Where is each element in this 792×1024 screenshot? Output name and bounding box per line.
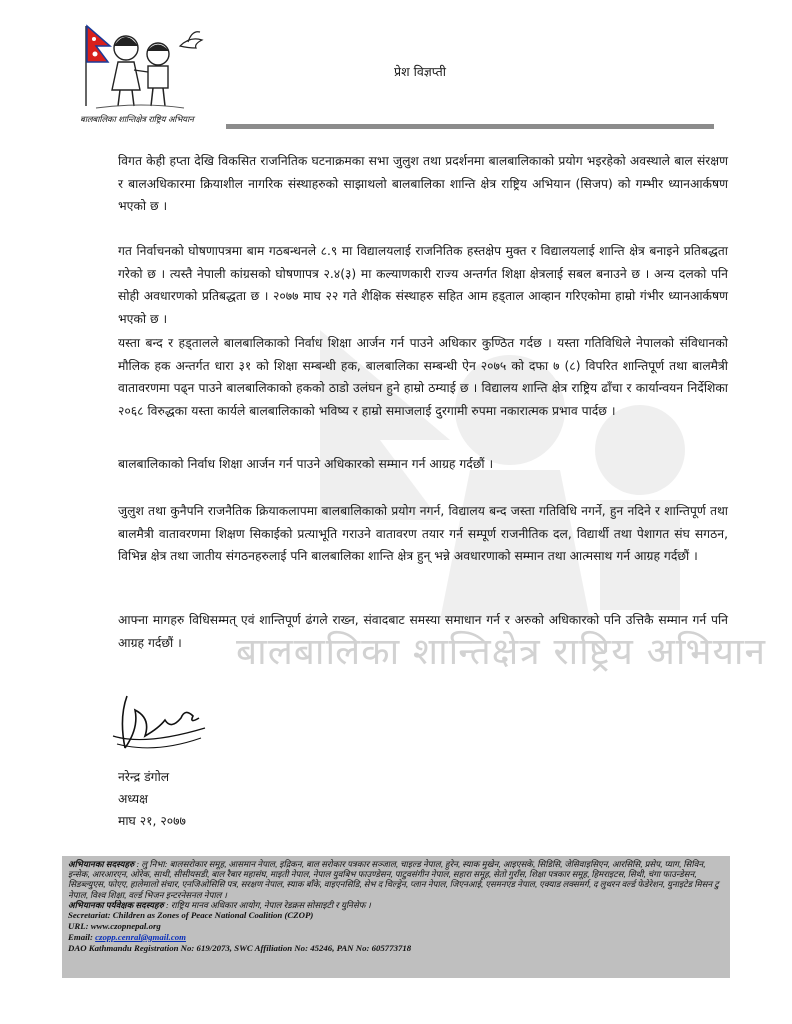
email-line	[68, 932, 724, 943]
logo-caption: बालबालिका शान्तिक्षेत्र राष्ट्रिय अभियान	[80, 115, 194, 125]
paragraph-5: जुलुश तथा कुनैपनि राजनैतिक क्रियाकलापमा बालबालिकाको प्रयोग नगर्न, विद्यालय बन्द जस्ता गतिविधि नगर्ने, हुन नदिने र शान्तिपूर्ण तथा बालमैत्री वातावरणमा शिक्षण सिकाईको प्रत्याभूति गराउने वातावरण तयार गर्न सम्पूर्ण राजनीतिक दल, विद्यार्थी तथा पेशागत संघ सगठन, विभिन्न क्षेत्र तथा जातीय संगठनहरुलाई पनि बालबालिका शान्ति क्षेत्र हुन् भन्ने अवधारणाको सम्मान तथा आत्मसाथ गर्न आग्रह गर्दछौं ।	[118, 504, 728, 563]
title-divider	[226, 124, 714, 129]
members-list	[68, 859, 724, 900]
paragraph-2: गत निर्वाचनको घोषणापत्रमा बाम गठबन्धनले ८.९ मा विद्यालयलाई राजनितिक हस्तक्षेप मुक्त र विद्यालयलाई शान्ति क्षेत्र बनाइने प्रतिबद्धता गरेको छ । त्यस्तै नेपाली कांग्रसको घोषणापत्र २.४(३) मा कल्याणकारी राज्य अन्तर्गत शिक्षा क्षेत्रलाई सबल बनाउने छ । अन्य दलको पनि सोही अवधारणको प्रतिबद्धता छ । २०७७ माघ २२ गते शैक्षिक संस्थाहरु सहित आम हड्ताल आव्हान गरिएकोमा हाम्रो गंभीर ध्यानआर्कषण भएको छ ।	[118, 244, 728, 326]
release-date: माघ २१, २०७७	[118, 814, 186, 828]
paragraph-1: विगत केही हप्ता देखि विकसित राजनितिक घटनाक्रमका सभा जुलुश तथा प्रदर्शनमा बालबालिकाको प्रयोग भइरहेको अवस्थाले बाल संरक्षण र बालअधिकारमा क्रियाशील नागरिक संस्थाहरुको साझाथलो बालबालिका शान्ति क्षेत्र राष्ट्रिय अभियान (सिजप) को गम्भीर ध्यानआर्कषण भएको छ ।	[118, 154, 728, 213]
secretariat-line: Secretariat: Children as Zones of Peace National Coalition (CZOP)	[68, 910, 314, 921]
signatory-name: नरेन्द्र डंगोल	[118, 770, 170, 784]
paragraph-6: आफ्ना मागहरु विधिसम्मत् एवं शान्तिपूर्ण ढंगले राख्न, संवादबाट समस्या समाधान गर्न र अरुको अधिकारको पनि उत्तिकै सम्मान गर्न पनि आग्रह गर्दछौं ।	[118, 613, 728, 650]
url-value[interactable]: www.czopnepal.org	[90, 921, 161, 932]
footer-box	[62, 856, 730, 978]
email-label: Email:	[68, 932, 93, 943]
paragraph-4: बालबालिकाको निर्वाध शिक्षा आर्जन गर्न पाउने अधिकारको सम्मान गर्न आग्रह गर्दछौं ।	[118, 457, 494, 471]
observers-label: अभियानका पर्यवेक्षक सदस्यहरु	[68, 899, 164, 910]
document-title: प्रेश विज्ञप्ती	[394, 64, 446, 79]
members-label: अभियानका सदस्यहरु	[68, 859, 135, 869]
watermark-text: बालबालिका शान्तिक्षेत्र राष्ट्रिय अभियान	[236, 630, 767, 673]
organization-logo	[72, 18, 222, 128]
url-line	[68, 921, 724, 932]
url-label: URL:	[68, 921, 89, 932]
observers-list	[68, 900, 724, 910]
handwritten-signature	[105, 688, 225, 758]
registration-line: DAO Kathmandu Registration No: 619/2073, SWC Affiliation No: 45246, PAN No: 605773718	[68, 943, 412, 954]
signatory-block	[118, 766, 186, 832]
paragraph-3: यस्ता बन्द र हड्तालले बालबालिकाको निर्वाध शिक्षा आर्जन गर्न पाउने अधिकार कुण्ठित गर्दछ । यस्ता गतिविधिले नेपालको संविधानको मौलिक हक अन्तर्गत धारा ३१ को शिक्षा सम्बन्धी हक, बालबालिका सम्बन्धी ऐन २०७५ को दफा ७ (८) विपरित शान्तिपूर्ण तथा बालमैत्री वातावरणमा पढ्न पाउने बालबालिकाको हकको ठाडो उलंघन हुने हाम्रो ठम्याई छ । विद्यालय शान्ति क्षेत्र राष्ट्रिय ढाँचा र कार्यान्वयन निर्देशिका २०६८ विरुद्धका यस्ता कार्यले बालबालिकाको भविष्य र हाम्रो समाजलाई दुरगामी रुपमा नकारात्मक प्रभाव पार्दछ ।	[118, 336, 728, 418]
members-text: : लु निभा: बालसरोकार समूह, आसमान नेपाल, इद्रिकन, बाल सरोकार पत्रकार सञ्जाल, चाइल्ड नेपाल, हुरेन, स्याक मुखेन, आइएसके, सिडिसि, जेसिवाइसिएन, आरसिसि, प्रसेप, प्याग, सिविन, इन्सेक, आरआरएन, ओरेक, साथी, सीसीयसडी, बाल रैबार महासंघ, माइती नेपाल, नेपाल युवबिभ फाउण्डेसन, पाटुवसंगीन नेपाल, सहारा समूह, सेतो गुराँस, शिक्षा पत्रकार समूह, हिमराइटस, सिथी, चंगा फाउन्डेसन, सिडब्ल्युएस, फोएए, हालेमालो संचार, एनजिओसिसि पत्र, सरक्षण नेपाल, स्याक बाँके, वाइएनसिडि, सेभ द चिल्ड्रेन, प्लान नेपाल, जिएनआई, एसमनएड नेपाल, एक्याड लक्समर्ग, द लुथरन वर्ल्ड फेडेरेशन, युनाइटेड मिसन टु नेपाल, विश्व शिक्षा, वर्ल्ड भिजन इन्टरनेसनल नेपाल ।	[68, 859, 719, 900]
observers-text: : राष्ट्रिय मानव अधिकार आयोग, नेपाल रेडक्रस सोसाइटी र युनिसेफ ।	[165, 899, 371, 910]
children-flag-dove-illustration	[72, 18, 222, 118]
signatory-designation: अध्यक्ष	[118, 792, 148, 806]
email-link[interactable]: czopp.cenral@gmail.com	[95, 932, 187, 943]
